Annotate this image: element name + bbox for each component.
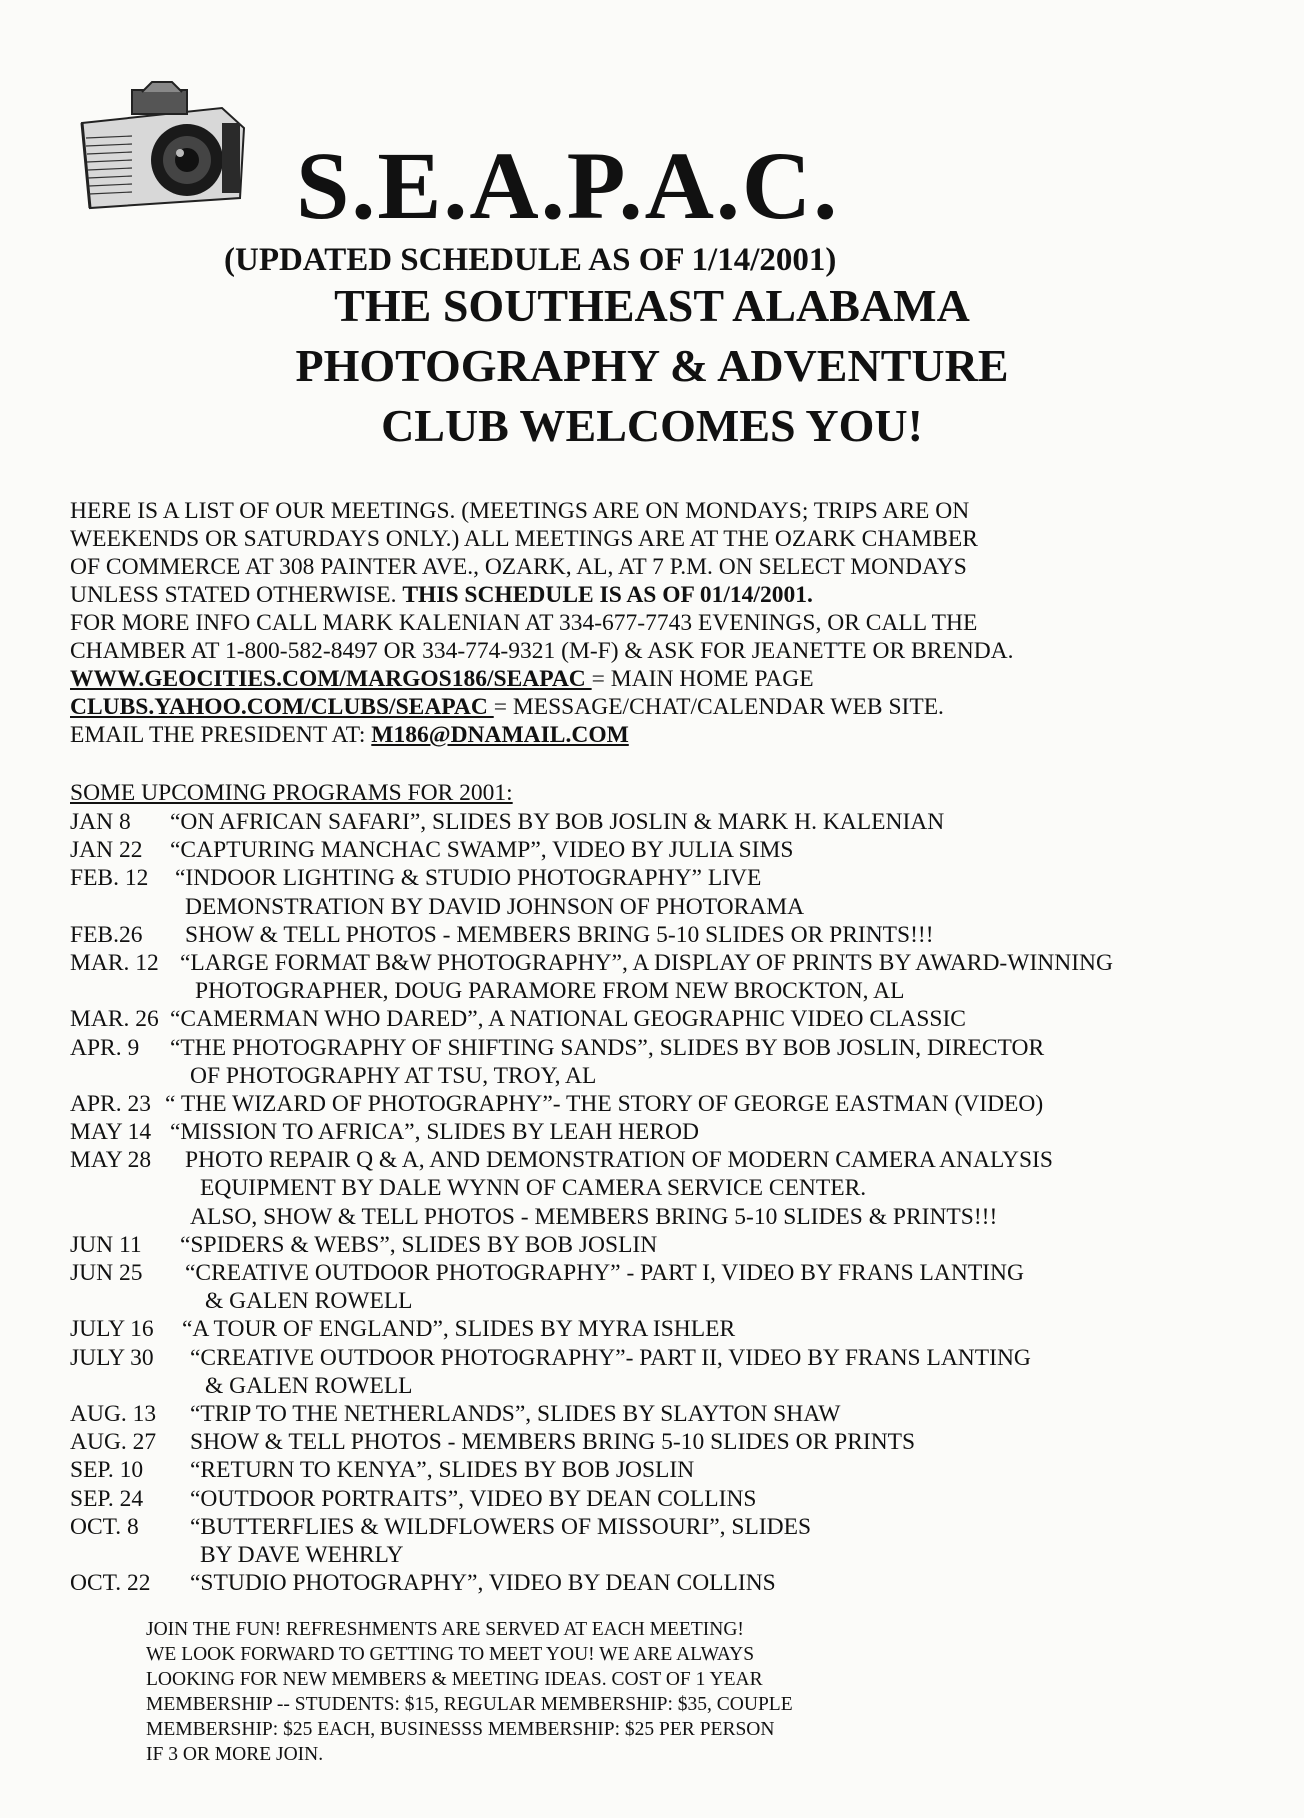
schedule-description: “LARGE FORMAT B&W PHOTOGRAPHY”, A DISPLAY OF PRINTS BY AWARD-WINNING — [180, 949, 1113, 976]
schedule-description: “CAMERMAN WHO DARED”, A NATIONAL GEOGRAPHIC VIDEO CLASSIC — [170, 1006, 966, 1033]
email-label: EMAIL THE PRESIDENT AT: — [70, 722, 372, 748]
intro-text: UNLESS STATED OTHERWISE. — [70, 582, 403, 608]
intro-line — [70, 581, 1014, 609]
schedule-description: “CREATIVE OUTDOOR PHOTOGRAPHY”- PART II, VIDEO BY FRANS LANTING — [190, 1344, 1031, 1371]
home-page-link[interactable]: WWW.GEOCITIES.COM/MARGOS186/SEAPAC — [70, 666, 592, 692]
schedule-date: JULY 16 — [70, 1316, 154, 1343]
schedule-date: MAR. 12 — [70, 949, 159, 976]
schedule-date: FEB. 12 — [70, 865, 149, 892]
schedule-description: “MISSION TO AFRICA”, SLIDES BY LEAH HEROD — [170, 1119, 699, 1146]
footer-line: WE LOOK FORWARD TO GETTING TO MEET YOU! WE ARE ALWAYS — [146, 1644, 755, 1665]
headline-line-2: PHOTOGRAPHY & ADVENTURE — [295, 340, 1009, 391]
schedule-subtitle: (UPDATED SCHEDULE AS OF 1/14/2001) — [224, 242, 837, 278]
schedule-date: FEB.26 — [70, 921, 143, 948]
schedule-description: “CAPTURING MANCHAC SWAMP”, VIDEO BY JULIA SIMS — [170, 837, 794, 864]
intro-line: WEEKENDS OR SATURDAYS ONLY.) ALL MEETINGS ARE AT THE OZARK CHAMBER — [70, 526, 978, 552]
headline-line-3: CLUB WELCOMES YOU! — [381, 400, 923, 451]
schedule-description: “BUTTERFLIES & WILDFLOWERS OF MISSOURI”, SLIDES — [190, 1513, 812, 1540]
intro-line — [70, 721, 1014, 749]
schedule-description: “ THE WIZARD OF PHOTOGRAPHY”- THE STORY OF GEORGE EASTMAN (VIDEO) — [165, 1090, 1044, 1117]
schedule-description: “TRIP TO THE NETHERLANDS”, SLIDES BY SLAYTON SHAW — [190, 1400, 841, 1427]
intro-line: OF COMMERCE AT 308 PAINTER AVE., OZARK, AL, AT 7 P.M. ON SELECT MONDAYS — [70, 554, 967, 580]
schedule-description: EQUIPMENT BY DALE WYNN OF CAMERA SERVICE CENTER. — [200, 1175, 867, 1202]
footer-line: JOIN THE FUN! REFRESHMENTS ARE SERVED AT EACH MEETING! — [146, 1619, 744, 1640]
schedule-description: BY DAVE WEHRLY — [200, 1541, 404, 1568]
intro-paragraph — [70, 497, 1014, 749]
programs-title: SOME UPCOMING PROGRAMS FOR 2001: — [70, 780, 513, 806]
schedule-description: OF PHOTOGRAPHY AT TSU, TROY, AL — [190, 1062, 597, 1089]
schedule-date: JUN 11 — [70, 1231, 142, 1258]
schedule-date: OCT. 8 — [70, 1513, 139, 1540]
schedule-description: “THE PHOTOGRAPHY OF SHIFTING SANDS”, SLIDES BY BOB JOSLIN, DIRECTOR — [170, 1034, 1045, 1061]
footer-line: MEMBERSHIP -- STUDENTS: $15, REGULAR MEMBERSHIP: $35, COUPLE — [146, 1694, 793, 1715]
yahoo-club-link[interactable]: CLUBS.YAHOO.COM/CLUBS/SEAPAC — [70, 694, 494, 720]
schedule-date: MAR. 26 — [70, 1006, 159, 1033]
schedule-description: & GALEN ROWELL — [205, 1372, 413, 1399]
yahoo-club-desc: = MESSAGE/CHAT/CALENDAR WEB SITE. — [493, 694, 944, 720]
footer-line: IF 3 OR MORE JOIN. — [146, 1744, 324, 1765]
intro-line — [70, 693, 1014, 721]
schedule-date: SEP. 10 — [70, 1457, 144, 1484]
president-email-link[interactable]: M186@DNAMAIL.COM — [371, 722, 629, 748]
schedule-description: “A TOUR OF ENGLAND”, SLIDES BY MYRA ISHLER — [182, 1316, 736, 1343]
schedule-date: AUG. 27 — [70, 1429, 157, 1456]
schedule-description: SHOW & TELL PHOTOS - MEMBERS BRING 5-10 SLIDES OR PRINTS — [190, 1429, 916, 1456]
schedule-date: APR. 23 — [70, 1090, 151, 1117]
schedule-description: “STUDIO PHOTOGRAPHY”, VIDEO BY DEAN COLLINS — [190, 1570, 776, 1597]
club-title: S.E.A.P.A.C. — [296, 132, 840, 239]
schedule-date: JUN 25 — [70, 1260, 143, 1286]
home-page-desc: = MAIN HOME PAGE — [591, 666, 814, 692]
schedule-description: SHOW & TELL PHOTOS - MEMBERS BRING 5-10 SLIDES OR PRINTS!!! — [185, 921, 934, 948]
footer-line: LOOKING FOR NEW MEMBERS & MEETING IDEAS. COST OF 1 YEAR — [146, 1669, 763, 1690]
intro-line: HERE IS A LIST OF OUR MEETINGS. (MEETINGS ARE ON MONDAYS; TRIPS ARE ON — [70, 498, 970, 524]
schedule-description: PHOTOGRAPHER, DOUG PARAMORE FROM NEW BROCKTON, AL — [195, 978, 905, 1005]
schedule-description: “INDOOR LIGHTING & STUDIO PHOTOGRAPHY” LIVE — [175, 865, 762, 892]
schedule-description: “OUTDOOR PORTRAITS”, VIDEO BY DEAN COLLINS — [190, 1485, 757, 1512]
schedule-description: DEMONSTRATION BY DAVID JOHNSON OF PHOTORAMA — [185, 893, 805, 920]
footer-line: MEMBERSHIP: $25 EACH, BUSINESSS MEMBERSHIP: $25 PER PERSON — [146, 1719, 775, 1740]
schedule-date: AUG. 13 — [70, 1400, 157, 1427]
schedule-date: OCT. 22 — [70, 1570, 151, 1597]
intro-line — [70, 665, 1014, 693]
schedule-description: PHOTO REPAIR Q & A, AND DEMONSTRATION OF MODERN CAMERA ANALYSIS — [185, 1147, 1053, 1174]
schedule-description: “RETURN TO KENYA”, SLIDES BY BOB JOSLIN — [190, 1457, 695, 1484]
schedule-date: SEP. 24 — [70, 1485, 144, 1512]
headline-line-1: THE SOUTHEAST ALABAMA — [334, 280, 970, 331]
schedule-date: APR. 9 — [70, 1034, 140, 1061]
schedule-date: JAN 8 — [70, 809, 131, 835]
schedule-date: MAY 28 — [70, 1147, 152, 1174]
schedule-date-note: THIS SCHEDULE IS AS OF 01/14/2001. — [402, 582, 813, 608]
schedule-description: & GALEN ROWELL — [205, 1288, 413, 1315]
schedule-description: ALSO, SHOW & TELL PHOTOS - MEMBERS BRING 5-10 SLIDES & PRINTS!!! — [190, 1203, 998, 1230]
schedule-date: MAY 14 — [70, 1119, 152, 1146]
schedule-description: “SPIDERS & WEBS”, SLIDES BY BOB JOSLIN — [180, 1231, 658, 1258]
intro-line: CHAMBER AT 1-800-582-8497 OR 334-774-9321 (M-F) & ASK FOR JEANETTE OR BRENDA. — [70, 638, 1014, 664]
schedule-description: “CREATIVE OUTDOOR PHOTOGRAPHY” - PART I, VIDEO BY FRANS LANTING — [185, 1260, 1024, 1286]
schedule-date: JAN 22 — [70, 837, 143, 864]
schedule-description: “ON AFRICAN SAFARI”, SLIDES BY BOB JOSLIN & MARK H. KALENIAN — [170, 809, 945, 835]
camera-icon — [72, 78, 252, 218]
membership-footer — [146, 1617, 793, 1767]
schedule-date: JULY 30 — [70, 1344, 154, 1371]
intro-line: FOR MORE INFO CALL MARK KALENIAN AT 334-677-7743 EVENINGS, OR CALL THE — [70, 610, 978, 636]
